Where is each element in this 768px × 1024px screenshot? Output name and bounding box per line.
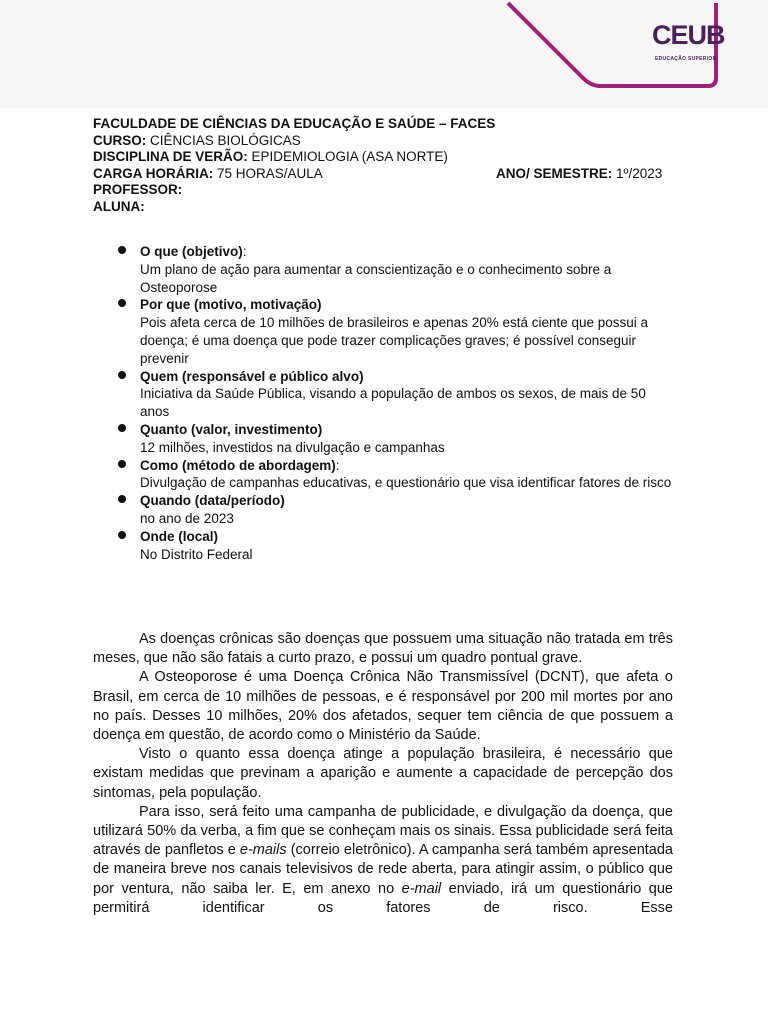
professor-label: PROFESSOR: xyxy=(93,182,183,197)
bullet-dot-icon xyxy=(118,246,126,254)
item-text: Divulgação de campanhas educativas, e questionário que visa identificar fatores de risco xyxy=(140,475,672,491)
year-semester xyxy=(496,166,662,183)
paragraph-4: Para isso, será feito uma campanha de publicidade, e divulgação da doença, que utilizará 50% da verba, a fim que se conheçam mais os sinais. Essa publicidade será feita através de panfletos e e-mails (correio eletrônico). A campanha será também apresentada de maneira breve nos canais televisivos de rede aberta, para atingir assim, o público que por ventura, não saiba ler. E, em anexo no e-mail enviado, irá um questionário que permitirá identificar os fatores de risco. Esse xyxy=(93,803,673,916)
item-heading: Como (método de abordagem): xyxy=(140,457,340,473)
hours-label: CARGA HORÁRIA: xyxy=(93,165,214,181)
paragraph-2: A Osteoporose é uma Doença Crônica Não Transmissível (DCNT), que afeta o Brasil, em cerca de 10 milhões de pessoas, e é responsável por 200 mil mortes por ano no país. Desses 10 milhões, 20% dos afetados, sequer tem ciência de que possuem a doença em questão, de acordo como o Ministério da Saúde. xyxy=(93,669,673,744)
discipline-label: DISCIPLINA DE VERÃO: xyxy=(93,149,248,164)
year-label: ANO/ SEMESTRE: xyxy=(496,165,613,181)
logo-tagline: EDUCAÇÃO SUPERIOR xyxy=(655,56,717,62)
item-text: No Distrito Federal xyxy=(140,546,253,562)
item-heading: Por que (motivo, motivação) xyxy=(140,297,322,313)
course-label: CURSO: xyxy=(93,132,147,148)
student-line xyxy=(93,199,683,216)
paragraph-3: Visto o quanto essa doença atinge a população brasileira, é necessário que existam medidas que previnam a aparição e aumente a capacidade de percepção dos sintomas, pela população. xyxy=(93,746,673,801)
bullet-dot-icon xyxy=(118,424,126,432)
list-item xyxy=(118,421,678,457)
bullet-dot-icon xyxy=(118,460,126,468)
ceub-logo: CEUB xyxy=(652,20,725,50)
bullet-dot-icon xyxy=(118,299,126,307)
item-text: Um plano de ação para aumentar a conscientização e o conhecimento sobre a Osteoporose xyxy=(140,261,612,295)
item-text: no ano de 2023 xyxy=(140,510,234,526)
discipline-line xyxy=(93,149,683,166)
emphasis-emails: e-mails xyxy=(239,842,287,859)
item-heading: Onde (local) xyxy=(140,528,219,544)
item-heading: Quando (data/período) xyxy=(140,493,285,509)
bullet-dot-icon xyxy=(118,531,126,539)
item-text: 12 milhões, investidos na divulgação e campanhas xyxy=(140,439,445,455)
list-item xyxy=(118,296,678,367)
list-item xyxy=(118,243,678,296)
hours-line xyxy=(93,166,683,183)
year-value: 1º/2023 xyxy=(616,165,663,181)
list-item xyxy=(118,528,678,564)
faculty-name: FACULDADE DE CIÊNCIAS DA EDUCAÇÃO E SAÚDE – FACES xyxy=(93,116,496,131)
list-item xyxy=(118,492,678,528)
item-text: Iniciativa da Saúde Pública, visando a população de ambos os sexos, de mais de 50 anos xyxy=(140,386,646,420)
emphasis-email: e-mail xyxy=(401,880,442,897)
bullet-dot-icon xyxy=(118,495,126,503)
professor-line xyxy=(93,182,683,199)
bullet-dot-icon xyxy=(118,371,126,379)
list-item xyxy=(118,457,678,493)
item-heading: Quem (responsável e público alvo) xyxy=(140,368,364,384)
discipline-value: EPIDEMIOLOGIA (ASA NORTE) xyxy=(251,149,448,164)
hours-value: 75 HORAS/AULA xyxy=(217,165,323,181)
item-heading: O que (objetivo): xyxy=(140,244,247,259)
list-item xyxy=(118,368,678,421)
body-text xyxy=(93,630,673,918)
document-header xyxy=(93,116,683,215)
plan-bullet-list xyxy=(118,243,678,563)
item-text: Pois afeta cerca de 10 milhões de brasileiros e apenas 20% está ciente que possui a doença; é uma doença que pode trazer complicações graves; é possível conseguir prevenir xyxy=(140,315,649,366)
faculty-line xyxy=(93,116,683,133)
course-value: CIÊNCIAS BIOLÓGICAS xyxy=(150,132,301,148)
student-label: ALUNA: xyxy=(93,198,145,214)
paragraph-1: As doenças crônicas são doenças que possuem uma situação não tratada em três meses, que não são fatais a curto prazo, e possui um quadro pontual grave. xyxy=(93,631,673,667)
course-line xyxy=(93,133,683,150)
item-heading: Quanto (valor, investimento) xyxy=(140,421,323,437)
